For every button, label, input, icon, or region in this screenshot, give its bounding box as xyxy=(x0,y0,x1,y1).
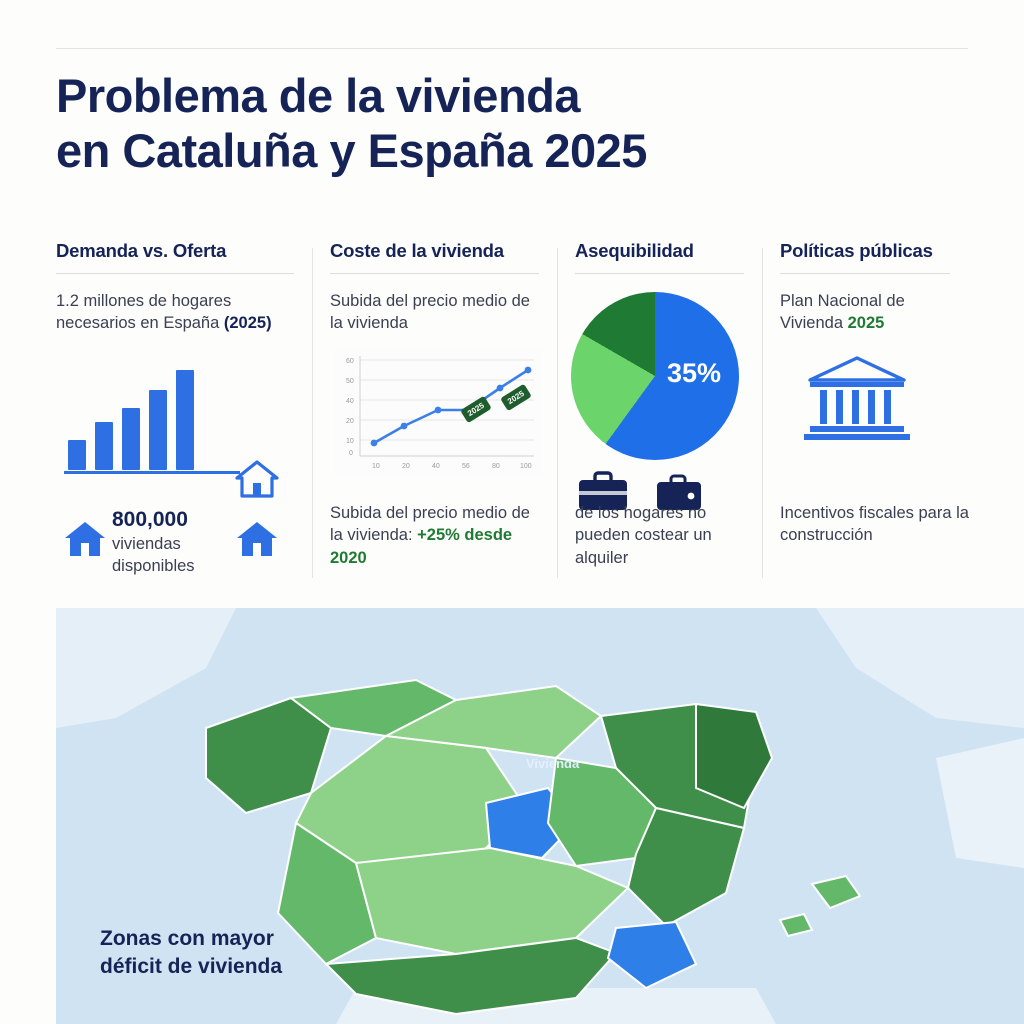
panel-politicas-body xyxy=(780,290,950,335)
panel-politicas-body-text: Plan Nacional de Vivienda xyxy=(780,292,905,333)
panel-demanda-body xyxy=(56,290,294,335)
svg-text:0: 0 xyxy=(349,450,353,457)
panel-heading-rule xyxy=(575,273,744,274)
svg-text:10: 10 xyxy=(372,463,380,470)
page-title-line-1: Problema de la vivienda xyxy=(56,69,580,122)
svg-text:60: 60 xyxy=(346,358,354,365)
panel-coste-foot-accent: +25% desde 2020 xyxy=(330,526,513,567)
panel-politicas-foot: Incentivos fiscales para la construcción xyxy=(780,504,969,545)
price-tag-annotation: 2025 xyxy=(460,396,492,423)
panel-coste-foot-text: Subida del precio medio de la vivienda: xyxy=(330,504,530,545)
bar-chart-bars xyxy=(68,358,218,470)
panel-demanda-body-accent: (2025) xyxy=(223,314,272,333)
svg-text:80: 80 xyxy=(492,463,500,470)
map-caption-line-1: Zonas con mayor xyxy=(100,927,274,951)
svg-text:40: 40 xyxy=(346,398,354,405)
map-caption-line-2: déficit de vivienda xyxy=(100,954,283,978)
bar-item xyxy=(122,408,140,470)
panel-asequibilidad xyxy=(557,240,762,595)
panel-heading-demanda: Demanda vs. Oferta xyxy=(56,240,227,261)
svg-text:10: 10 xyxy=(346,438,354,445)
bar-chart xyxy=(64,358,244,476)
panel-row xyxy=(56,240,968,595)
panel-politicas-body-accent: 2025 xyxy=(847,314,885,333)
available-homes-number: 800,000 xyxy=(112,508,188,531)
panel-politicas-publicas xyxy=(762,240,968,595)
bar-item xyxy=(176,370,194,470)
map-caption xyxy=(100,925,282,980)
panel-asequibilidad-foot: de los hogares no pueden costear un alquiler xyxy=(575,504,712,567)
house-icon xyxy=(234,458,280,505)
bar-item xyxy=(68,440,86,470)
page-title xyxy=(56,68,956,179)
pie-chart xyxy=(571,292,739,460)
svg-text:100: 100 xyxy=(520,463,532,470)
svg-text:56: 56 xyxy=(462,463,470,470)
pie-chart-label: 35% xyxy=(667,358,722,388)
panel-heading-coste: Coste de la vivienda xyxy=(330,240,504,261)
price-tag-annotation: 2025 xyxy=(500,384,532,411)
panel-heading-rule xyxy=(56,273,294,274)
panel-demanda-body-text: 1.2 millones de hogares necesarios en España xyxy=(56,292,232,333)
line-chart xyxy=(334,348,542,476)
bar-item xyxy=(95,422,113,470)
map-panel[interactable] xyxy=(56,608,1024,1024)
bank-icon xyxy=(802,352,912,453)
house-icon xyxy=(62,518,108,565)
panel-coste-body: Subida del precio medio de la vivienda xyxy=(330,292,530,333)
panel-heading-asequibilidad: Asequibilidad xyxy=(575,240,694,261)
available-homes-label: viviendas disponibles xyxy=(112,535,195,575)
svg-text:50: 50 xyxy=(346,378,354,385)
svg-text:40: 40 xyxy=(432,463,440,470)
panel-heading-rule xyxy=(780,273,950,274)
svg-text:20: 20 xyxy=(346,418,354,425)
panel-coste-foot xyxy=(330,502,536,569)
page-title-line-2: en Cataluña y España 2025 xyxy=(56,124,647,178)
svg-text:20: 20 xyxy=(402,463,410,470)
bar-item xyxy=(149,390,167,470)
panel-coste-vivienda xyxy=(312,240,557,595)
map-region-label: Vivienda xyxy=(526,756,580,771)
panel-heading-rule xyxy=(330,273,539,274)
bar-chart-axis xyxy=(64,471,240,474)
panel-heading-politicas: Políticas públicas xyxy=(780,240,933,261)
panel-demanda-oferta xyxy=(56,240,312,595)
header-divider xyxy=(56,48,968,49)
